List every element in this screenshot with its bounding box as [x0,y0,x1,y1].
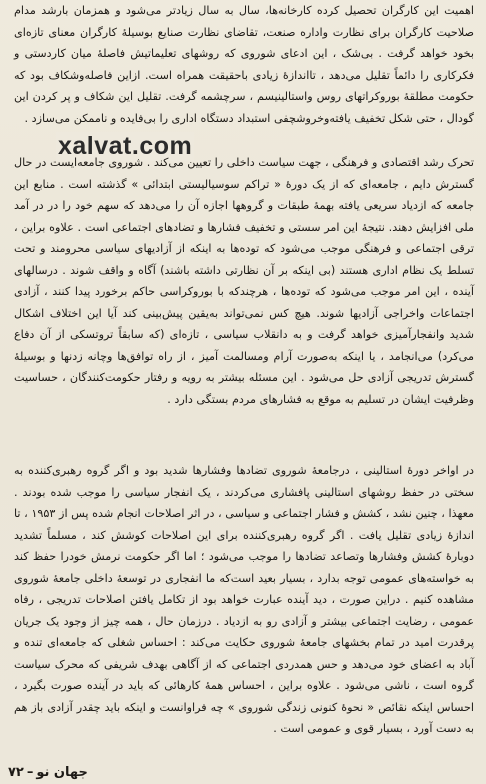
paragraph-3: در اواخر دورهٔ استالینی ، درجامعهٔ شوروی تضادها وفشارها شدید بود و اگر گروه رهبری‌کننده به سختی در حفظ روشهای استالینی پافشاری می‌کردند ، یک انفجار سیاسی را موجب شده بودند . معهذا ، چنین نشد ، کشش و فشار اجتماعی و سیاسی ، در اثر اصلاحات انجام شده پس از ۱۹۵۳ ، تا اندازهٔ زیادی تقلیل یافت . اگر گروه رهبری‌کننده برای این اصلاحات کوشش کند ، مسلماً تشدید دوبارهٔ کشش وفشارها وتصاعد تضادها را موجب می‌شود ؛ اما اگر حکومت نرمش خودرا حفظ کند به خواسته‌های عمومی توجه بدارد ، بسیار بعید است‌که ما انفجاری در توسعهٔ داخلی جامعهٔ شوروی مشاهده کنیم . دراین صورت ، دید آینده عبارت خواهد بود از تکامل یافتن اصلاحات تدریجی ، رفاه عمومی ، رضایت اجتماعی بیشتر و آزادی رو به ازدیاد . درزمان حال ، همه چیز از وجود یک جریان پرقدرت امید در تمام بخشهای جامعهٔ شوروی حکایت می‌کند : احساس شغلی که جامعه‌ای تنده و آباد به اعضای خود می‌دهد و حس همدردی اجتماعی که از آگاهی بهدف شریفی که محرک سیاست گروه است ، ناشی می‌شود . علاوه براین ، احساس همهٔ کارهائی که باید در آینده صورت بگیرد ، احساس اینکه نقائص « نحوهٔ کنونی زندگی شوروی » چه فراوانست و اینکه باید چقدر آزادی باز هم به دست آورد ، بسیار قوی و عمومی است . [14,464,474,735]
footer-separator: – [26,765,34,780]
magazine-name: جهان نو [36,765,88,780]
watermark: xalvat.com [58,132,193,160]
page-footer [8,765,88,780]
paragraph-2: تحرک رشد اقتصادی و فرهنگی ، جهت سیاست داخلی را تعیین می‌کند . شوروی جامعه‌ایست در حال گسترش دایم ، جامعه‌ای که از یک دورهٔ « تراکم سوسیالیستی ابتدائی » گذشته است . منابع این جامعه که ازدیاد سریعی یافته بهمهٔ طبقات و گروهها اجازه آن را می‌دهد که سهم خود را در در آمد ملی افزایش دهند. نتیجهٔ این امر سستی و تخفیف فشارها و تضادهای اجتماعی است . علاوه براین ، ترقی اجتماعی و فرهنگی موجب می‌شود که توده‌ها به اینکه از آزادیهای سیاسی محرومند و تحت تسلط یک نظام اداری هستند (بی اینکه بر آن نظارتی داشته باشند) آگاه و واقف شوند . درسالهای آینده ، این امر موجب می‌شود که توده‌ها ، هرچندکه با بوروکراسی حاکم برخورد پیدا کنند ، آزادی اجتماعات واخراجی آزادیها شوند. هیچ کس نمی‌تواند به‌یقین پیش‌بینی کند آیا این اختلاف اشکال شدید وانفجارآمیزی خواهد گرفت و به دانقلاب سیاسی ، تازه‌ای (که سابقاً تروتسکی از آن دفاع می‌کرد) می‌انجامد ، یا اینکه به‌صورت آرام ومسالمت آمیز ، از راه توافق‌ها وچانه زدنها و بوسیلهٔ گسترش تدریجی آزادی حل می‌شود . این مسئله بیشتر به رویه و رفتار حکومت‌کنندگان ، حساسیت وظرفیت ایشان در تسلیم به موقع به فشارهای مردم بستگی دارد . [14,156,474,406]
paragraph-1: اهمیت این کارگران تحصیل کرده کارخانه‌ها، سال به سال زیادتر می‌شود و همزمان بارشد مدام صلاحیت کارگران برای نظارت واداره صنعت، تقاضای نظارت صنایع بوسیلهٔ کارگران معنای تازه‌ای بخود خواهد گرفت . بی‌شک ، این ادعای شوروی که روشهای تعلیماتیش فاصلهٔ میان کاردستی و فکرکاری را دائماً تقلیل می‌دهد ، تااندازهٔ زیادی باحقیقت همراه است. ازاین فاصله‌وشکاف بود که حکومت مطلقهٔ بوروکراتهای روس واستالینیسم ، سرچشمه گرفت. تقلیل این شکاف و پر کردن این گودال ، حتی شکل تخفیف یافته‌وخروشچفی استبداد دستگاه اداری را بی‌فایده و ناممکن می‌سازد . [14,4,474,125]
page-number: ۷۲ [8,765,24,780]
